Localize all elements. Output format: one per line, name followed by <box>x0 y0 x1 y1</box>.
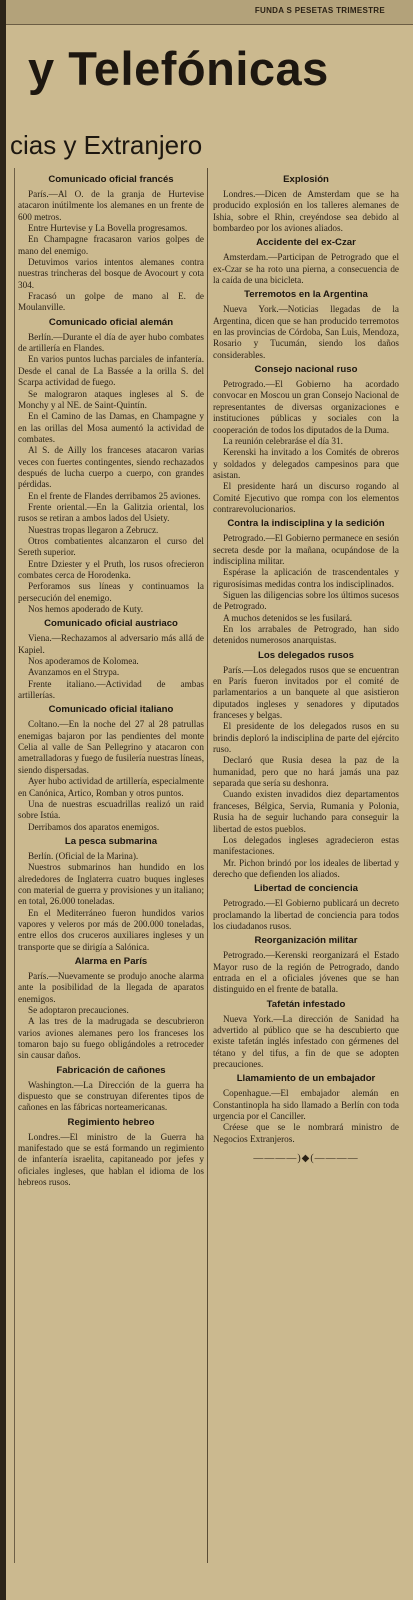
news-item <box>18 704 204 832</box>
news-item-title: Llamamiento de un embajador <box>236 1073 376 1085</box>
news-item-title: Comunicado oficial italiano <box>48 704 174 716</box>
news-paragraph: Avanzamos en el Strypa. <box>28 667 120 678</box>
news-paragraph: Otros combatientes alcanzaron el curso del Sereth superior. <box>18 535 204 558</box>
news-paragraph: En Champagne fracasaron varios golpes de mano del enemigo. <box>18 234 204 256</box>
news-paragraph: Nuestras tropas llegaron a Zebrucz. <box>28 524 159 535</box>
news-paragraph: Berlín.—Durante el día de ayer hubo combates de artillería en Flandes. <box>18 331 204 354</box>
news-item <box>213 935 399 995</box>
news-item <box>18 618 204 701</box>
news-item-title: Tafetán infestado <box>266 998 346 1010</box>
news-item-title: Terremotos en la Argentina <box>244 289 368 301</box>
news-paragraph: Nueva York.—Noticias llegadas de la Argentina, dicen que se han producido terremotos en las provincias de Córdoba, San Luis, Mendoza, Rosario y Tucumán, siendo los daños considerables. <box>213 304 399 360</box>
news-item-title: Comunicado oficial alemán <box>48 316 174 328</box>
end-ornament: ————)◆(———— <box>253 1153 359 1165</box>
news-item-title: Libertad de conciencia <box>254 883 358 895</box>
news-paragraph: París.—Nuevamente se produjo anoche alarma ante la posibilidad de la llegada de aparatos enemigos. <box>18 970 204 1004</box>
news-item-title: Comunicado oficial austriaco <box>44 618 178 630</box>
news-paragraph: En el frente de Flandes derribamos 25 aviones. <box>28 490 201 501</box>
news-paragraph: En el Camino de las Damas, en Champagne y en las orillas del Mosa aumentó la actividad de combates. <box>18 411 204 444</box>
news-paragraph: París.—Al O. de la granja de Hurtevise atacaron inútilmente los alemanes en un frente de 600 metros. <box>18 189 204 222</box>
left-column <box>18 172 204 1191</box>
news-item <box>213 174 399 234</box>
news-paragraph: Una de nuestras escuadrillas realizó un raid sobre Istúa. <box>18 798 204 821</box>
news-paragraph: Al S. de Ailly los franceses atacaron varias veces con fuertes contingentes, siendo rechazados después de lucha cuerpo a cuerpo, con grandes pérdidas. <box>18 445 204 490</box>
news-paragraph: Coltano.—En la noche del 27 al 28 patrullas enemigas bajaron por las pendientes del monte Celia al valle de San Pellegrino y atacaron con ametralladoras y fuego de fusilería nuestras líneas, siendo dispersadas. <box>18 719 204 775</box>
news-paragraph: Nos hemos apoderado de Kuty. <box>28 604 143 615</box>
news-paragraph: Mr. Pichon brindó por los ideales de libertad y derecho que defienden los aliados. <box>213 857 399 879</box>
news-paragraph: En los arrabales de Petrogrado, han sido detenidos numerosos anarquistas. <box>213 624 399 646</box>
news-item <box>213 999 399 1071</box>
news-item-title: Reorganización militar <box>254 935 358 947</box>
page-edge <box>0 0 6 1600</box>
news-paragraph: Frente italiano.—Actividad de ambas artillerías. <box>18 678 204 701</box>
news-item-title: La pesca submarina <box>64 835 158 847</box>
top-strip <box>6 0 413 25</box>
news-paragraph: Se malograron ataques ingleses al S. de Monchy y al NE. de Saint-Quintín. <box>18 388 204 410</box>
news-paragraph: Petrogrado.—El Gobierno ha acordado convocar en Moscou un gran Consejo Nacional de representantes de diversas organizaciones e instituciones públicas y sociales con la cooperación de todos los diputados de la Duma. <box>213 379 399 435</box>
news-item <box>213 518 399 646</box>
news-item <box>213 289 399 361</box>
news-paragraph: Fracasó un golpe de mano al E. de Moulanville. <box>18 291 204 313</box>
news-paragraph: Nuestros submarinos han hundido en los alrededores de Inglaterra cuatro buques ingleses con material de guerra y provisiones y un italiano; en total, 26.000 toneladas. <box>18 862 204 907</box>
news-paragraph: En varios puntos luchas parciales de infantería. Desde el canal de La Bassée a la orilla S. del Scarpa actividad de fuego. <box>18 354 204 388</box>
news-item-title: Los delegados rusos <box>258 649 354 661</box>
news-paragraph: Petrogrado.—El Gobierno publicará un decreto proclamando la libertad de conciencia para todos los ciudadanos rusos. <box>213 898 399 931</box>
news-paragraph: Petrogrado.—Kerenski reorganizará el Estado Mayor ruso de la región de Petrogrado, dando entrada en el a oficiales jóvenes que se han distinguido en el frente de batalla. <box>213 950 399 995</box>
news-paragraph: Ayer hubo actividad de artillería, especialmente en Canónica, Artico, Romban y otros puntos. <box>18 776 204 798</box>
column-divider <box>207 168 208 1563</box>
news-paragraph: Washington.—La Dirección de la guerra ha dispuesto que se construyan diferentes tipos de cañones en las fábricas norteamericanas. <box>18 1079 204 1113</box>
news-paragraph: A las tres de la madrugada se descubrieron varios aviones alemanes pero los franceses los tomaron bajo su fuego obligándoles a retroceder sin causar daños. <box>18 1016 204 1061</box>
news-item-title: Regimiento hebreo <box>67 1116 155 1128</box>
news-paragraph: Declaró que Rusia desea la paz de la humanidad, pero que no hará jamás una paz separada que sería su deshonra. <box>213 755 399 789</box>
news-item <box>18 1117 204 1189</box>
news-paragraph: Nueva York.—La dirección de Sanidad ha advertido al público que se ha descubierto que existe tafetán inglés infestado con gérmenes del tétano y del tifus, a fin de que se adopten precauciones. <box>213 1013 399 1069</box>
news-item <box>18 836 204 953</box>
news-item <box>18 1065 204 1114</box>
news-paragraph: Siguen las diligencias sobre los últimos sucesos de Petrogrado. <box>213 589 399 612</box>
news-paragraph: Entre Dziester y el Pruth, los rusos ofrecieron combates cerca de Horodenka. <box>18 558 204 580</box>
news-item-title: Consejo nacional ruso <box>254 364 358 376</box>
news-item-title: Fabricación de cañones <box>56 1064 166 1076</box>
column-border <box>14 168 15 1563</box>
news-item-title: Contra la indisciplina y la sedición <box>227 518 385 530</box>
news-paragraph: A muchos detenidos se les fusilará. <box>223 612 353 623</box>
news-item <box>18 317 204 616</box>
news-paragraph: Se adoptaron precauciones. <box>28 1005 129 1015</box>
news-item-title: Accidente del ex-Czar <box>256 237 356 249</box>
news-paragraph: En el Mediterráneo fueron hundidos varios vapores y veleros por más de 200.000 toneladas, entre ellos dos cruceros auxiliares ingleses y un transporte que se dirigía a Salónica. <box>18 907 204 952</box>
news-paragraph: Kerenski ha invitado a los Comités de obreros y soldados y delegados campesinos para que asistan. <box>213 447 399 480</box>
news-paragraph: Los delegados ingleses agradecieron estas manifestaciones. <box>213 834 399 857</box>
news-paragraph: El presidente hará un discurso rogando al Comité Ejecutivo que rompa con los elementos contrarevolucionarios. <box>213 481 399 514</box>
news-item <box>213 883 399 932</box>
news-paragraph: París.—Los delegados rusos que se encuentran en París fueron invitados por el comité de parlamentarios a un banquete al que asistieron diputados ingleses y senadores y diputados franceses y belgas. <box>213 664 399 721</box>
news-item <box>213 364 399 515</box>
right-column <box>213 172 399 1164</box>
news-paragraph: Cuando existen invadidos diez departamentos franceses, Bélgica, Servia, Rumania y Polonia, Rusia ha de seguir luchando para conseguir la libertad de estos pueblos. <box>213 789 399 834</box>
news-paragraph: Viena.—Rechazamos al adversario más allá de Kapiel. <box>18 633 204 655</box>
news-item-title: Alarma en París <box>74 955 148 967</box>
news-paragraph: Frente oriental.—En la Galitzia oriental, los rusos se retiran a ambos lados del Usiety. <box>18 501 204 524</box>
news-paragraph: Detuvimos varios intentos alemanes contra nuestras trincheras del bosque de Avocourt y cota 304. <box>18 257 204 290</box>
news-paragraph: Créese que se le nombrará ministro de Negocios Extranjeros. <box>213 1122 399 1144</box>
news-paragraph: Amsterdam.—Participan de Petrogrado que el ex-Czar se ha roto una pierna, a consecuencia de la caída de una bicicleta. <box>213 252 399 286</box>
news-paragraph: Derribamos dos aparatos enemigos. <box>28 821 160 832</box>
section-headline: y Telefónicas <box>28 42 329 95</box>
news-item-title: Comunicado oficial francés <box>48 174 174 185</box>
news-paragraph: Copenhague.—El embajador alemán en Constantinopla ha sido llamado a Berlín con toda urgencia por el Canciller. <box>213 1088 399 1122</box>
section-subheadline: cias y Extranjero <box>10 130 203 160</box>
news-paragraph: Espérase la aplicación de trascendentales y rigurosísimas medidas contra los indisciplinados. <box>213 567 399 589</box>
news-paragraph: Perforamos sus líneas y continuamos la persecución del enemigo. <box>18 581 204 603</box>
news-paragraph: Petrogrado.—El Gobierno permanece en sesión secreta desde por la mañana, ocupándose de la indisciplina militar. <box>213 533 399 566</box>
right-column-body <box>213 174 399 1145</box>
news-item <box>18 174 204 314</box>
news-paragraph: Nos apoderamos de Kolomea. <box>28 656 139 667</box>
news-item <box>213 237 399 286</box>
news-paragraph: Londres.—El ministro de la Guerra ha manifestado que se está formando un regimiento de infantería israelita, capitaneado por jefes y oficiales ingleses, que hablan el idioma de los hebreos rusos. <box>18 1131 204 1188</box>
news-paragraph: La reunión celebraráse el día 31. <box>223 435 343 446</box>
news-item <box>213 650 399 881</box>
news-paragraph: Londres.—Dicen de Amsterdam que se ha producido explosión en los talleres alemanes de Ishia, sobre el Rhin, creyéndose sea debido al bombardeo por los aviones aliados. <box>213 189 399 234</box>
news-paragraph: Berlín. (Oficial de la Marina). <box>28 850 139 861</box>
news-paragraph: Entre Hurtevise y La Bovella progresamos. <box>28 223 188 234</box>
news-item-title: Explosión <box>283 174 329 185</box>
top-strip-text: FUNDA S PESETAS TRIMESTRE <box>254 6 385 15</box>
news-paragraph: El presidente de los delegados rusos en su brindis deploró la indisciplina de parte del ejército ruso. <box>213 721 399 755</box>
news-item <box>213 1073 399 1145</box>
news-item <box>18 956 204 1062</box>
